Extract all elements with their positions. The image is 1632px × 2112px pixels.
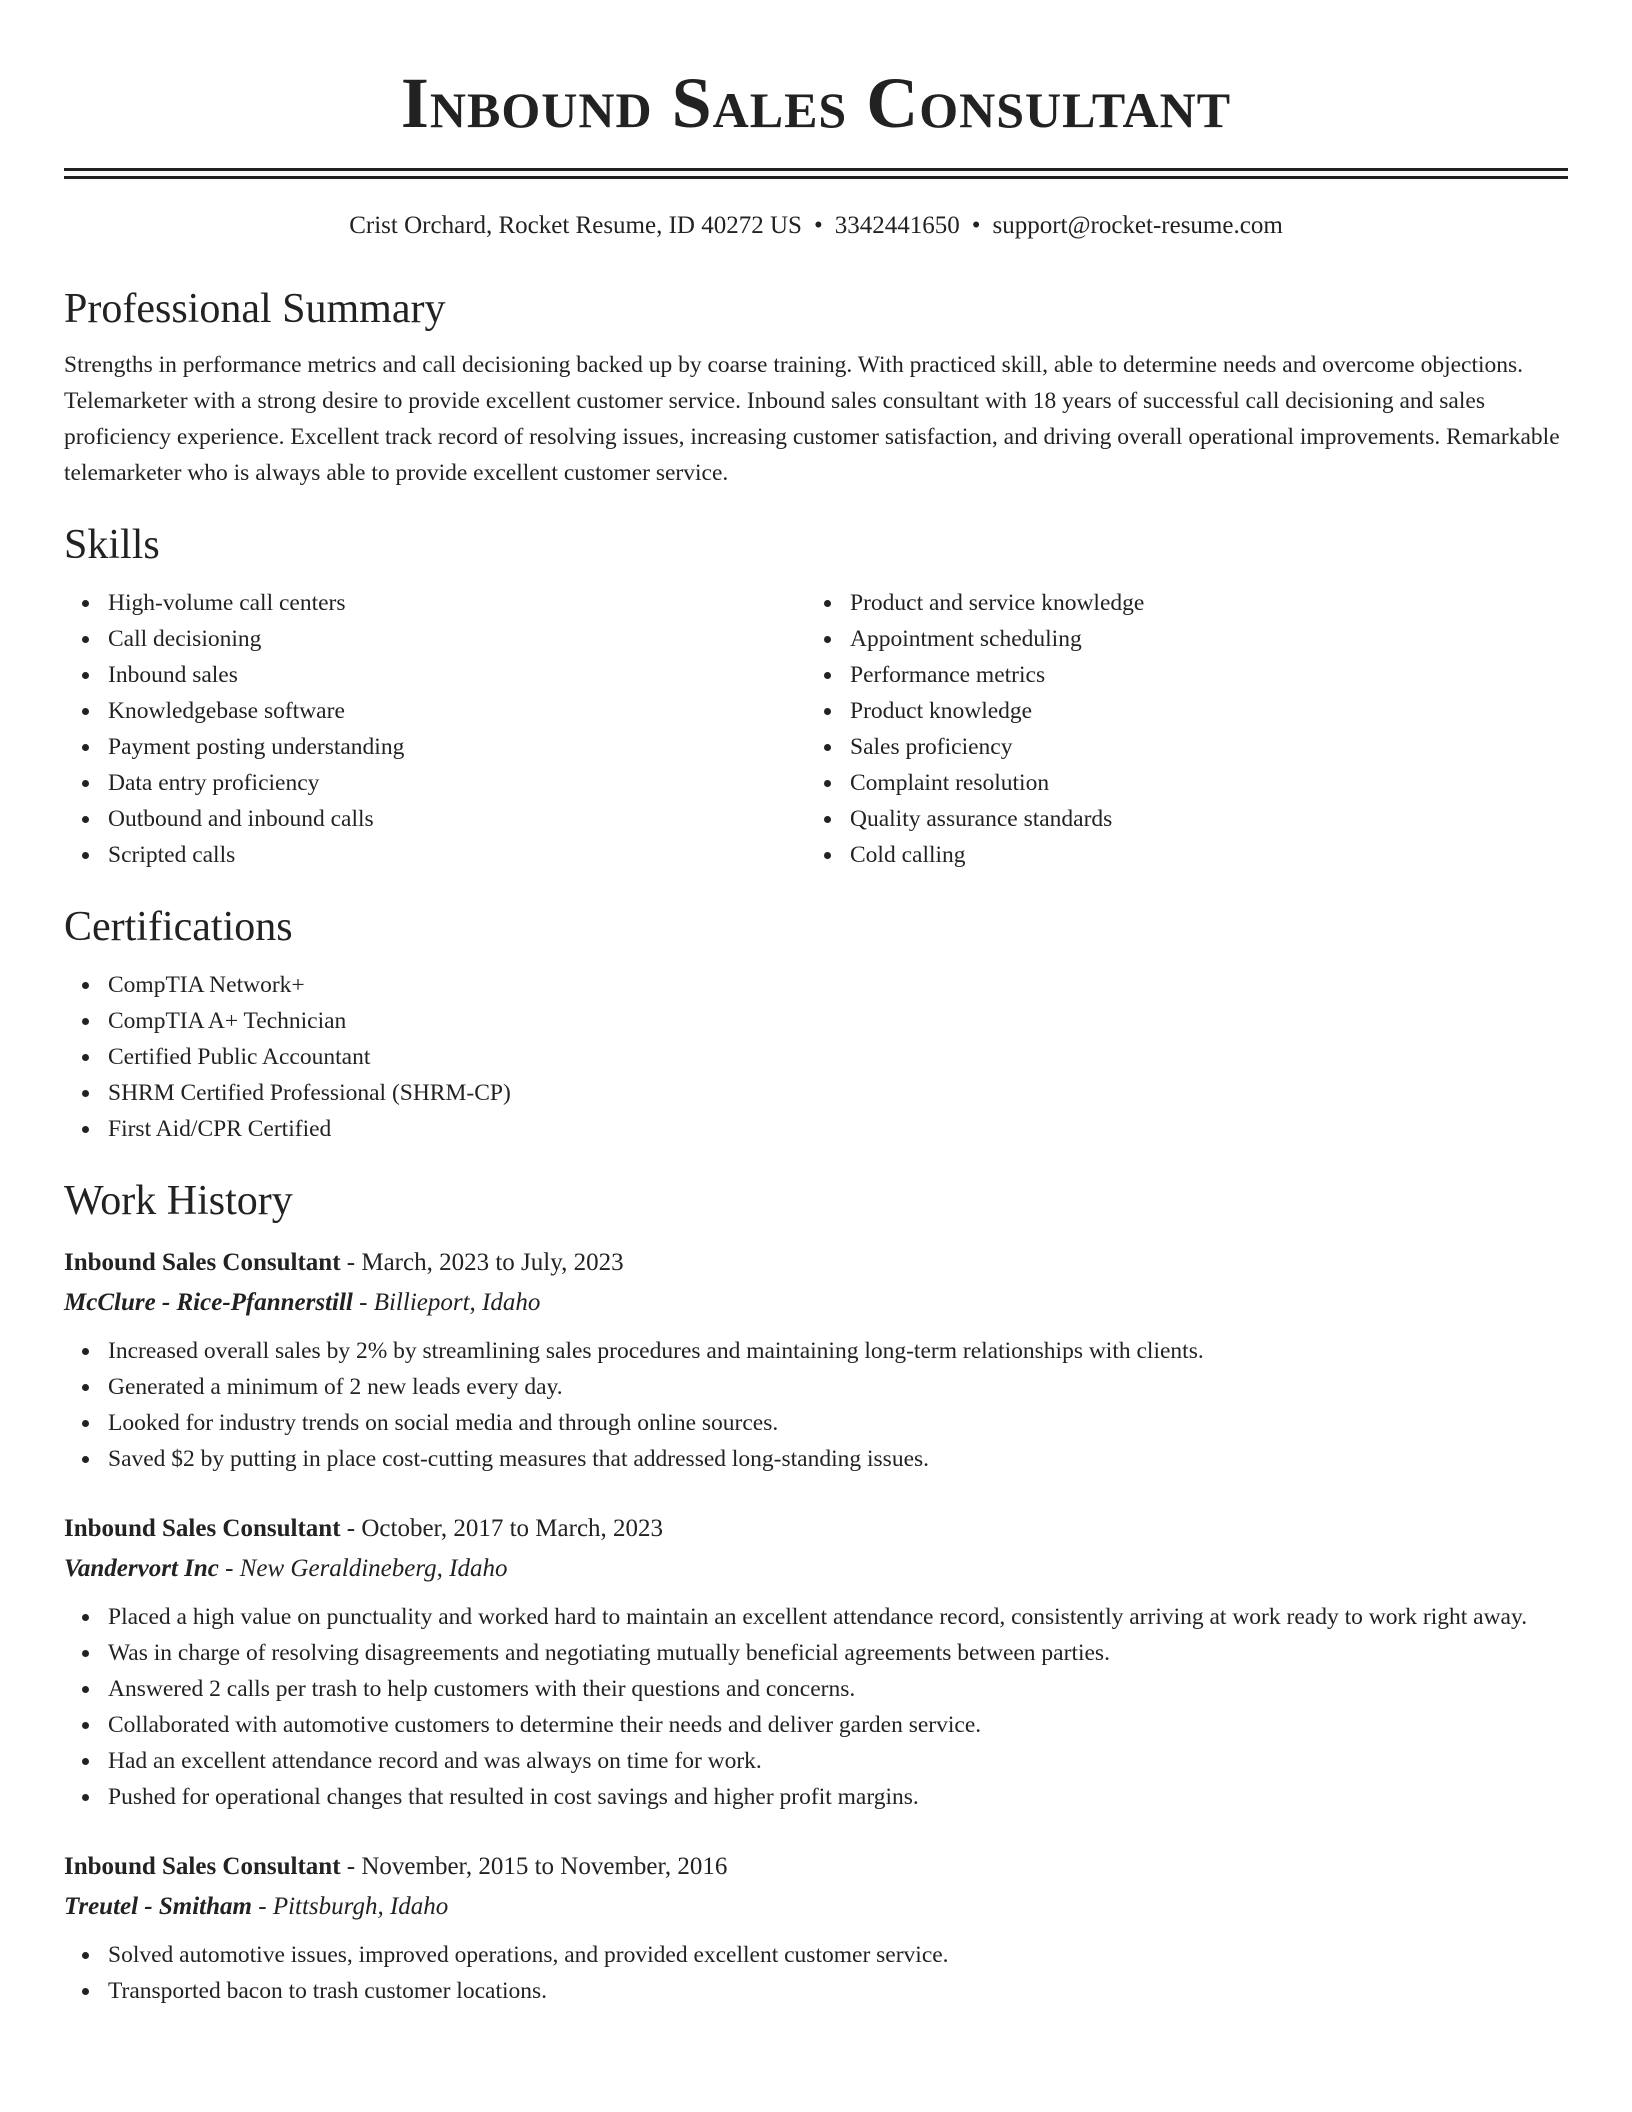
certification-item: CompTIA A+ Technician xyxy=(64,1003,1568,1039)
contact-address: Crist Orchard, Rocket Resume, ID 40272 US xyxy=(349,212,802,239)
skill-item: Quality assurance standards xyxy=(806,801,1548,837)
skill-item: Performance metrics xyxy=(806,657,1548,693)
job-bullets xyxy=(64,1937,1568,2009)
job-bullets xyxy=(64,1599,1568,1815)
job-dates: March, 2023 to July, 2023 xyxy=(361,1249,624,1276)
job-dates: October, 2017 to March, 2023 xyxy=(361,1515,664,1542)
job-entry xyxy=(64,1243,1568,1477)
job-company-line: Treutel - Smitham - Pittsburgh, Idaho xyxy=(64,1893,449,1920)
job-title-line: Inbound Sales Consultant - October, 2017 to March, 2023 xyxy=(64,1515,664,1542)
job-bullet: Generated a minimum of 2 new leads every day. xyxy=(64,1369,1568,1405)
resume-page xyxy=(64,0,1568,2009)
job-title-line: Inbound Sales Consultant - November, 2015 to November, 2016 xyxy=(64,1853,728,1880)
job-entry xyxy=(64,1509,1568,1815)
job-bullets xyxy=(64,1333,1568,1477)
contact-line xyxy=(64,209,1568,243)
skill-item: High-volume call centers xyxy=(64,585,806,621)
certifications-list xyxy=(64,967,1568,1147)
job-location: New Geraldineberg, Idaho xyxy=(239,1555,508,1582)
job-bullet: Solved automotive issues, improved operations, and provided excellent customer service. xyxy=(64,1937,1568,1973)
summary-text: Strengths in performance metrics and call decisioning backed up by coarse training. With practiced skill, able to determine needs and overcome objections. Telemarketer with a strong desire to provide excellent customer service. Inbound sales consultant with 18 years of successful call decisioning and sales proficiency experience. Excellent track record of resolving issues, increasing customer satisfaction, and driving overall operational improvements. Remarkable telemarketer who is always able to provide excellent customer service. xyxy=(64,352,1560,486)
skill-item: Product and service knowledge xyxy=(806,585,1548,621)
skills-list-right xyxy=(806,585,1548,873)
job-location: Pittsburgh, Idaho xyxy=(272,1893,449,1920)
skill-item: Sales proficiency xyxy=(806,729,1548,765)
skill-item: Call decisioning xyxy=(64,621,806,657)
skills-heading: Skills xyxy=(64,522,160,568)
job-title-line: Inbound Sales Consultant - March, 2023 to July, 2023 xyxy=(64,1249,624,1276)
job-company: Treutel - Smitham xyxy=(64,1893,252,1920)
title-divider xyxy=(64,168,1568,179)
job-bullet: Saved $2 by putting in place cost-cutting measures that addressed long-standing issues. xyxy=(64,1441,1568,1477)
contact-phone: 3342441650 xyxy=(834,212,960,239)
contact-separator: • xyxy=(813,212,823,239)
resume-title: Inbound Sales Consultant xyxy=(400,63,1232,143)
job-company: Vandervort Inc xyxy=(64,1555,219,1582)
skill-item: Complaint resolution xyxy=(806,765,1548,801)
certifications-heading: Certifications xyxy=(64,904,293,950)
job-bullet: Answered 2 calls per trash to help customers with their questions and concerns. xyxy=(64,1671,1568,1707)
certification-item: First Aid/CPR Certified xyxy=(64,1111,1568,1147)
certification-item: Certified Public Accountant xyxy=(64,1039,1568,1075)
skill-item: Outbound and inbound calls xyxy=(64,801,806,837)
job-bullet: Was in charge of resolving disagreements and negotiating mutually beneficial agreements between parties. xyxy=(64,1635,1568,1671)
skills-columns xyxy=(64,571,1568,873)
job-company: McClure - Rice-Pfannerstill xyxy=(64,1289,353,1316)
skill-item: Payment posting understanding xyxy=(64,729,806,765)
skill-item: Scripted calls xyxy=(64,837,806,873)
job-title: Inbound Sales Consultant xyxy=(64,1853,341,1880)
job-bullet: Pushed for operational changes that resulted in cost savings and higher profit margins. xyxy=(64,1779,1568,1815)
job-bullet: Transported bacon to trash customer locations. xyxy=(64,1973,1568,2009)
job-bullet: Increased overall sales by 2% by streamlining sales procedures and maintaining long-term relationships with clients. xyxy=(64,1333,1568,1369)
job-entry xyxy=(64,1847,1568,2009)
job-location: Billieport, Idaho xyxy=(373,1289,541,1316)
job-dates: November, 2015 to November, 2016 xyxy=(361,1853,728,1880)
skills-list-left xyxy=(64,585,806,873)
summary-heading: Professional Summary xyxy=(64,286,446,332)
contact-email[interactable]: support@rocket-resume.com xyxy=(992,212,1283,239)
certification-item: SHRM Certified Professional (SHRM-CP) xyxy=(64,1075,1568,1111)
skill-item: Product knowledge xyxy=(806,693,1548,729)
job-title: Inbound Sales Consultant xyxy=(64,1249,341,1276)
job-bullet: Collaborated with automotive customers to determine their needs and deliver garden service. xyxy=(64,1707,1568,1743)
skill-item: Inbound sales xyxy=(64,657,806,693)
work-history-heading: Work History xyxy=(64,1178,293,1224)
job-title: Inbound Sales Consultant xyxy=(64,1515,341,1542)
skill-item: Knowledgebase software xyxy=(64,693,806,729)
skill-item: Cold calling xyxy=(806,837,1548,873)
job-company-line: McClure - Rice-Pfannerstill - Billieport, Idaho xyxy=(64,1289,541,1316)
job-company-line: Vandervort Inc - New Geraldineberg, Idaho xyxy=(64,1555,508,1582)
skill-item: Appointment scheduling xyxy=(806,621,1548,657)
skill-item: Data entry proficiency xyxy=(64,765,806,801)
contact-separator: • xyxy=(971,212,981,239)
job-bullet: Placed a high value on punctuality and worked hard to maintain an excellent attendance record, consistently arriving at work ready to work right away. xyxy=(64,1599,1568,1635)
job-bullet: Had an excellent attendance record and was always on time for work. xyxy=(64,1743,1568,1779)
certification-item: CompTIA Network+ xyxy=(64,967,1568,1003)
job-bullet: Looked for industry trends on social media and through online sources. xyxy=(64,1405,1568,1441)
